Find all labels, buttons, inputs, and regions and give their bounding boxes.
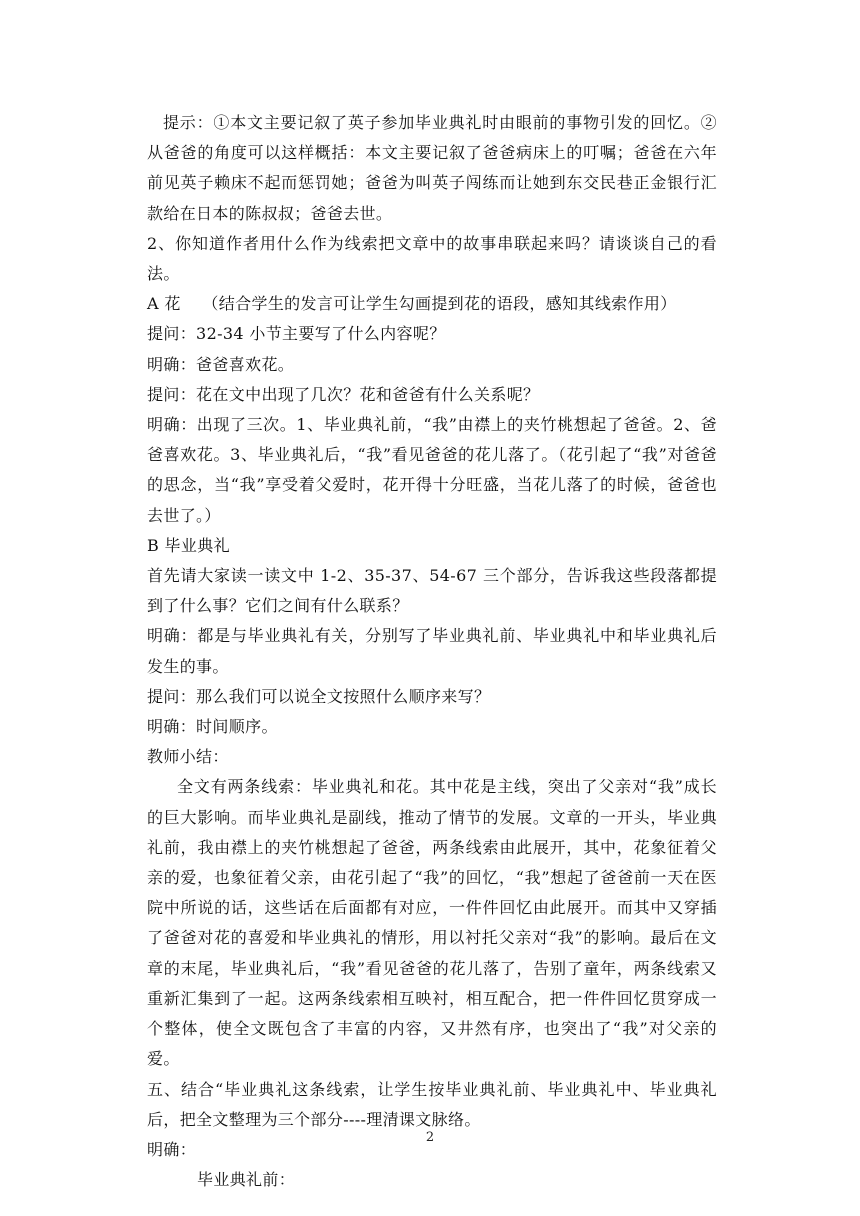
section-a-heading: A 花 （结合学生的发言可让学生勾画提到花的语段，感知其线索作用） (147, 294, 677, 314)
question-2: 2、你知道作者用什么作为线索把文章中的故事串联起来吗？请谈谈自己的看法。 (147, 233, 717, 284)
before-graduation-label: 毕业典礼前： (197, 1170, 296, 1190)
answer-dad-likes-flowers: 明确：爸爸喜欢花。 (147, 354, 295, 374)
answer-three-times: 明确：出现了三次。1、毕业典礼前，“我”由襟上的夹竹桃想起了爸爸。2、爸爸喜欢花。3、毕业典礼后，“我”看见爸爸的花儿落了。（花引起了“我”对爸爸的思念，当“我”享受着父爱时，花开得十分旺盛，当花儿落了的时候，爸爸也去世了。） (147, 415, 717, 525)
question-order: 提问：那么我们可以说全文按照什么顺序来写？ (147, 686, 491, 706)
question-content: 提问：32-34 小节主要写了什么内容呢？ (147, 324, 446, 344)
clarify-label: 明确： (147, 1139, 197, 1159)
section-b-heading: B 毕业典礼 (147, 535, 230, 555)
answer-graduation: 明确：都是与毕业典礼有关，分别写了毕业典礼前、毕业典礼中和毕业典礼后发生的事。 (147, 626, 717, 676)
reading-instruction: 首先请大家读一读文中 1-2、35-37、54-67 三个部分，告诉我这些段落都提到了什么事？它们之间有什么联系？ (147, 566, 717, 616)
answer-time-order: 明确：时间顺序。 (147, 717, 278, 737)
teacher-summary-heading: 教师小结： (147, 747, 229, 767)
teacher-summary-paragraph: 全文有两条线索：毕业典礼和花。其中花是主线，突出了父亲对“我”成长的巨大影响。而毕业典礼是副线，推动了情节的发展。文章的一开头，毕业典礼前，我由襟上的夹竹桃想起了爸爸，两条线索由此展开，其中，花象征着父亲的爱，也象征着父亲，由花引起了“我”的回忆，“我”想起了爸爸前一天在医院中所说的话，这些话在后面都有对应，一件件回忆由此展开。而其中又穿插了爸爸对花的喜爱和毕业典礼的情形，用以衬托父亲对“我”的影响。最后在文章的末尾，毕业典礼后，“我”看见爸爸的花儿落了，告别了童年，两条线索又重新汇集到了一起。这两条线索相互映衬，相互配合，把一件件回忆贯穿成一个整体，使全文既包含了丰富的内容，又井然有序，也突出了“我”对父亲的爱。 (147, 777, 717, 1069)
document-body (147, 108, 717, 1195)
question-flower-count: 提问：花在文中出现了几次？花和爸爸有什么关系呢？ (147, 384, 540, 404)
page-number: 2 (425, 1130, 435, 1145)
section-five: 五、结合“毕业典礼这条线索，让学生按毕业典礼前、毕业典礼中、毕业典礼后，把全文整理为三个部分----理清课文脉络。 (147, 1079, 717, 1129)
hint-paragraph: 提示：①本文主要记叙了英子参加毕业典礼时由眼前的事物引发的回忆。②从爸爸的角度可以这样概括：本文主要记叙了爸爸病床上的叮嘱；爸爸在六年前见英子赖床不起而惩罚她；爸爸为叫英子闯练而让她到东交民巷正金银行汇款给在日本的陈叔叔；爸爸去世。 (147, 113, 717, 223)
